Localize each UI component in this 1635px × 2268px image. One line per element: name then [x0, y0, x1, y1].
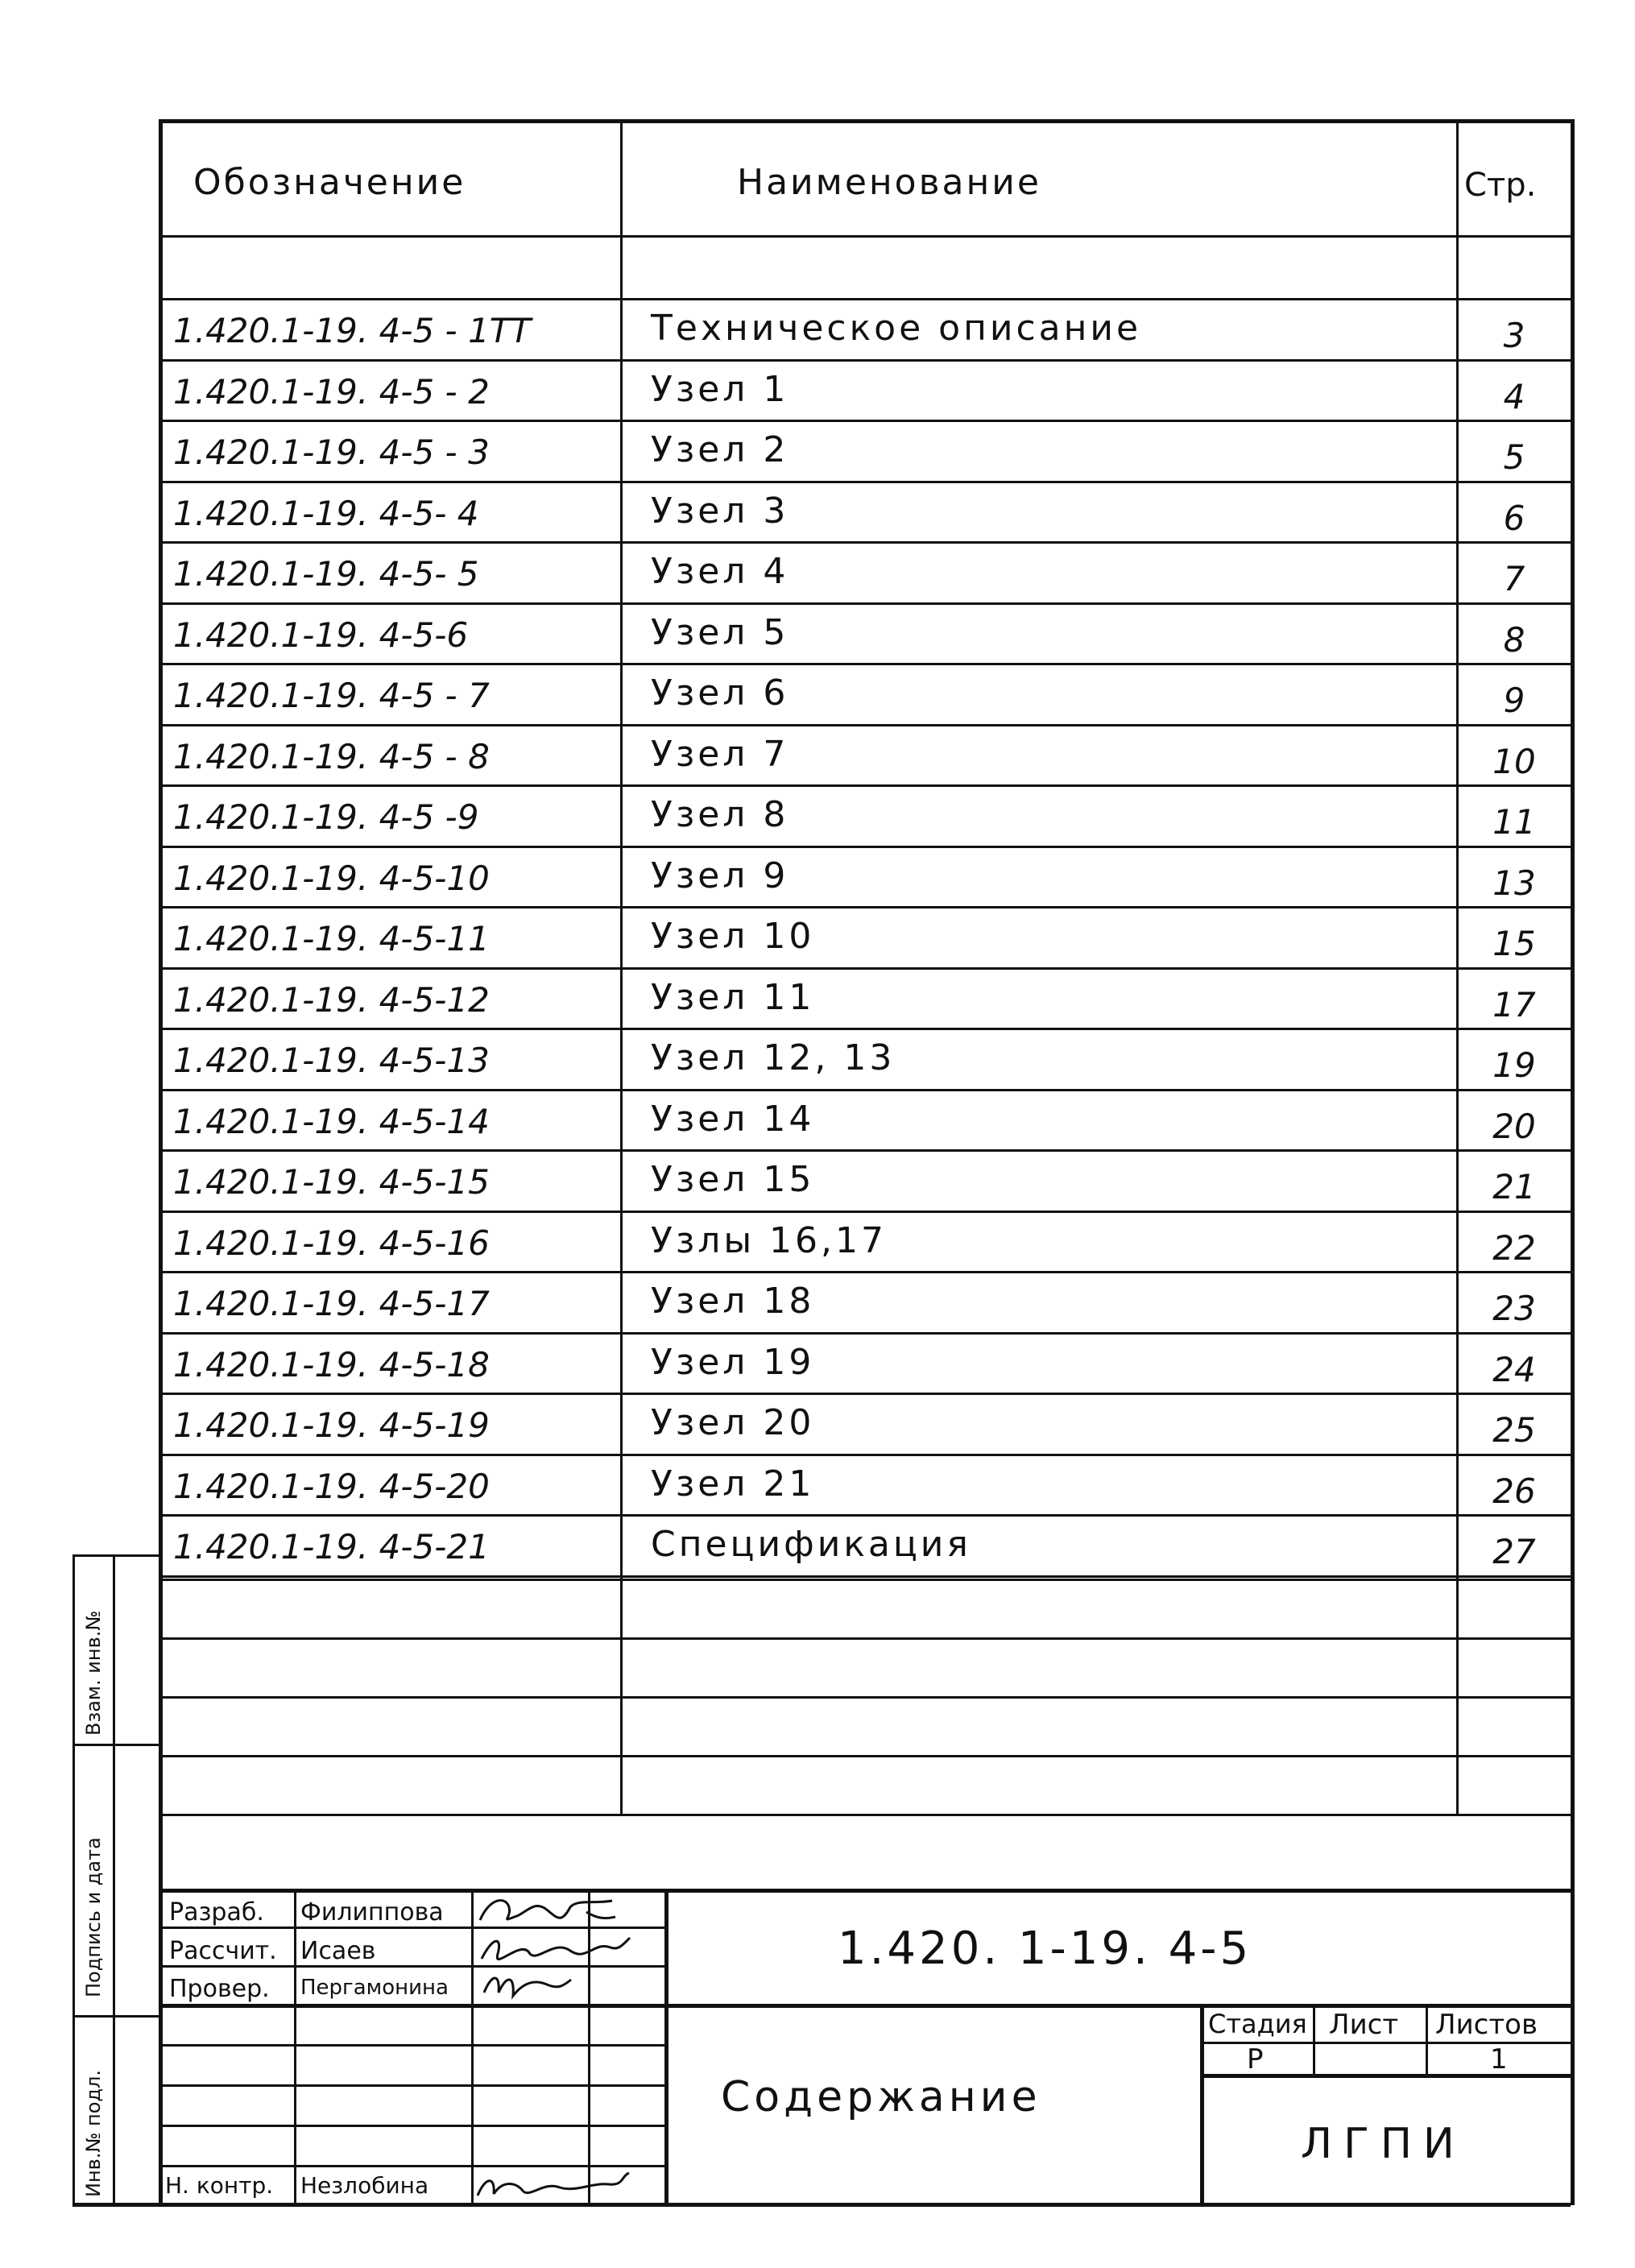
person-norm-control: Незлобина — [300, 2172, 429, 2199]
row-separator — [159, 906, 1571, 908]
document-code: 1.420. 1-19. 4-5 — [838, 1922, 1252, 1975]
stage-col-divider — [1313, 2004, 1315, 2074]
side-strip-divider — [72, 2015, 159, 2018]
row-code: 1.420.1-19. 4-5-11 — [173, 919, 490, 958]
table-right-border — [1571, 119, 1575, 2205]
row-code: 1.420.1-19. 4-5-19 — [173, 1405, 490, 1445]
stage-value: Р — [1247, 2043, 1264, 2076]
organization-name: ЛГПИ — [1301, 2120, 1466, 2168]
row-code: 1.420.1-19. 4-5 - 7 — [173, 676, 490, 715]
row-page: 27 — [1492, 1532, 1536, 1571]
table-top-border — [159, 119, 1571, 123]
role-calculated: Рассчит. — [169, 1937, 277, 1965]
row-page: 17 — [1492, 985, 1536, 1024]
row-name: Узлы 16,17 — [651, 1220, 888, 1261]
header-bottom-border — [159, 235, 1571, 238]
row-page: 15 — [1492, 924, 1536, 963]
row-page: 26 — [1492, 1471, 1536, 1511]
row-name: Спецификация — [651, 1524, 971, 1565]
row-page: 11 — [1492, 802, 1536, 842]
row-code: 1.420.1-19. 4-5-12 — [173, 980, 490, 1020]
row-code: 1.420.1-19. 4-5-15 — [173, 1162, 490, 1202]
row-code: 1.420.1-19. 4-5-20 — [173, 1467, 490, 1506]
blank-row-border — [159, 298, 1571, 300]
sheet-header: Лист — [1329, 2009, 1399, 2041]
staff-row-line — [159, 2084, 664, 2087]
role-checked: Провер. — [169, 1975, 270, 2003]
person-developer: Филиппова — [300, 1898, 444, 1927]
row-separator — [159, 1149, 1571, 1152]
row-name: Узел 2 — [651, 429, 789, 470]
side-strip-inner-border — [113, 1554, 115, 2205]
row-page: 3 — [1503, 316, 1525, 355]
sheet-col-divider — [1426, 2004, 1428, 2074]
row-separator — [159, 359, 1571, 362]
signature-calculated — [474, 1930, 635, 1967]
row-code: 1.420.1-19. 4-5-13 — [173, 1041, 490, 1080]
person-calculated: Исаев — [300, 1937, 376, 1965]
row-page: 21 — [1492, 1167, 1536, 1206]
row-separator — [159, 784, 1571, 787]
row-page: 4 — [1503, 377, 1525, 416]
row-name: Узел 7 — [651, 734, 789, 775]
row-separator — [159, 1514, 1571, 1517]
side-label-original-inv: Инв.№ подл. — [82, 2070, 105, 2197]
row-name: Узел 4 — [651, 551, 789, 592]
row-code: 1.420.1-19. 4-5 - 8 — [173, 737, 490, 776]
row-page: 9 — [1503, 681, 1525, 720]
signature-checked — [479, 1968, 576, 2004]
empty-row-line — [159, 1637, 1571, 1640]
empty-row-line — [159, 1579, 1571, 1581]
row-separator — [159, 541, 1571, 544]
row-page: 19 — [1492, 1045, 1536, 1085]
row-separator — [159, 602, 1571, 605]
row-name: Узел 10 — [651, 916, 815, 957]
row-separator — [159, 1089, 1571, 1091]
role-developer: Разраб. — [169, 1898, 264, 1927]
row-code: 1.420.1-19. 4-5 - 2 — [173, 372, 490, 412]
staff-row-line — [159, 2125, 664, 2127]
row-separator — [159, 663, 1571, 665]
row-separator — [159, 1271, 1571, 1273]
header-designation: Обозначение — [193, 162, 466, 203]
row-name: Узел 5 — [651, 612, 789, 653]
title-block-bottom-border — [72, 2203, 1571, 2207]
row-name: Узел 14 — [651, 1099, 815, 1140]
title-block-top-border — [159, 1889, 1571, 1893]
row-name: Узел 12, 13 — [651, 1037, 896, 1078]
row-code: 1.420.1-19. 4-5-16 — [173, 1223, 490, 1263]
row-name: Узел 6 — [651, 673, 789, 714]
empty-row-line — [159, 1696, 1571, 1699]
row-page: 6 — [1503, 499, 1525, 538]
staff-row-line — [159, 2004, 1571, 2008]
empty-row-line — [159, 1755, 1571, 1757]
row-code: 1.420.1-19. 4-5-10 — [173, 859, 490, 898]
row-separator — [159, 1393, 1571, 1395]
row-code: 1.420.1-19. 4-5-21 — [173, 1527, 490, 1566]
row-page: 20 — [1492, 1107, 1536, 1146]
row-separator — [159, 1454, 1571, 1456]
row-name: Узел 3 — [651, 490, 789, 532]
row-code: 1.420.1-19. 4-5 -9 — [173, 797, 479, 837]
row-name: Узел 1 — [651, 369, 789, 410]
row-page: 5 — [1503, 437, 1525, 477]
document-title: Содержание — [721, 2073, 1041, 2121]
stage-block-left-border — [1200, 2004, 1204, 2203]
row-separator — [159, 1211, 1571, 1213]
role-norm-control: Н. контр. — [165, 2172, 274, 2199]
header-page: Стр. — [1464, 167, 1537, 204]
row-page: 13 — [1492, 863, 1536, 903]
side-label-replacement-inv: Взам. инв.№ — [82, 1610, 105, 1736]
row-code: 1.420.1-19. 4-5-17 — [173, 1284, 490, 1323]
row-separator — [159, 1028, 1571, 1030]
row-separator — [159, 724, 1571, 726]
row-page: 10 — [1492, 742, 1536, 781]
side-strip-divider — [72, 1744, 159, 1746]
row-code: 1.420.1-19. 4-5- 4 — [173, 494, 479, 533]
row-separator — [159, 846, 1571, 848]
row-page: 24 — [1492, 1350, 1536, 1389]
row-page: 25 — [1492, 1410, 1536, 1450]
row-separator — [159, 967, 1571, 970]
sheets-header: Листов — [1435, 2009, 1538, 2041]
row-code: 1.420.1-19. 4-5-18 — [173, 1345, 490, 1384]
row-page: 8 — [1503, 620, 1525, 660]
row-separator — [159, 481, 1571, 483]
row-name: Узел 19 — [651, 1342, 815, 1383]
side-strip-top — [72, 1554, 159, 1557]
row-code: 1.420.1-19. 4-5-6 — [173, 615, 469, 655]
row-name: Техническое описание — [651, 308, 1142, 349]
side-label-signature-date: Подпись и дата — [82, 1837, 105, 1997]
row-page: 7 — [1503, 559, 1525, 598]
row-separator — [159, 1575, 1571, 1578]
row-name: Узел 9 — [651, 855, 789, 896]
row-code: 1.420.1-19. 4-5 - 3 — [173, 432, 490, 472]
staff-row-line — [159, 2165, 664, 2167]
row-separator — [159, 1332, 1571, 1335]
person-checked: Пергамонина — [300, 1976, 449, 2000]
row-name: Узел 15 — [651, 1159, 815, 1200]
empty-row-line — [159, 1814, 1571, 1816]
row-code: 1.420.1-19. 4-5-14 — [173, 1102, 490, 1141]
row-page: 23 — [1492, 1289, 1536, 1328]
stage-header: Стадия — [1208, 2009, 1307, 2039]
row-name: Узел 20 — [651, 1402, 815, 1443]
signature-norm-control — [471, 2168, 632, 2204]
row-code: 1.420.1-19. 4-5 - 1ТТ — [173, 311, 532, 350]
column-divider-1 — [620, 119, 623, 1814]
row-name: Узел 8 — [651, 794, 789, 835]
title-block-main-divider — [664, 1889, 668, 2203]
staff-row-line — [159, 2044, 664, 2047]
side-strip-outer-border — [72, 1554, 75, 2205]
row-code: 1.420.1-19. 4-5- 5 — [173, 554, 479, 594]
row-page: 22 — [1492, 1228, 1536, 1268]
row-name: Узел 11 — [651, 977, 815, 1018]
row-name: Узел 18 — [651, 1281, 815, 1322]
header-name: Наименование — [737, 162, 1041, 203]
signature-developer — [474, 1893, 619, 1928]
row-name: Узел 21 — [651, 1463, 815, 1504]
row-separator — [159, 420, 1571, 422]
sheets-value: 1 — [1490, 2043, 1508, 2076]
